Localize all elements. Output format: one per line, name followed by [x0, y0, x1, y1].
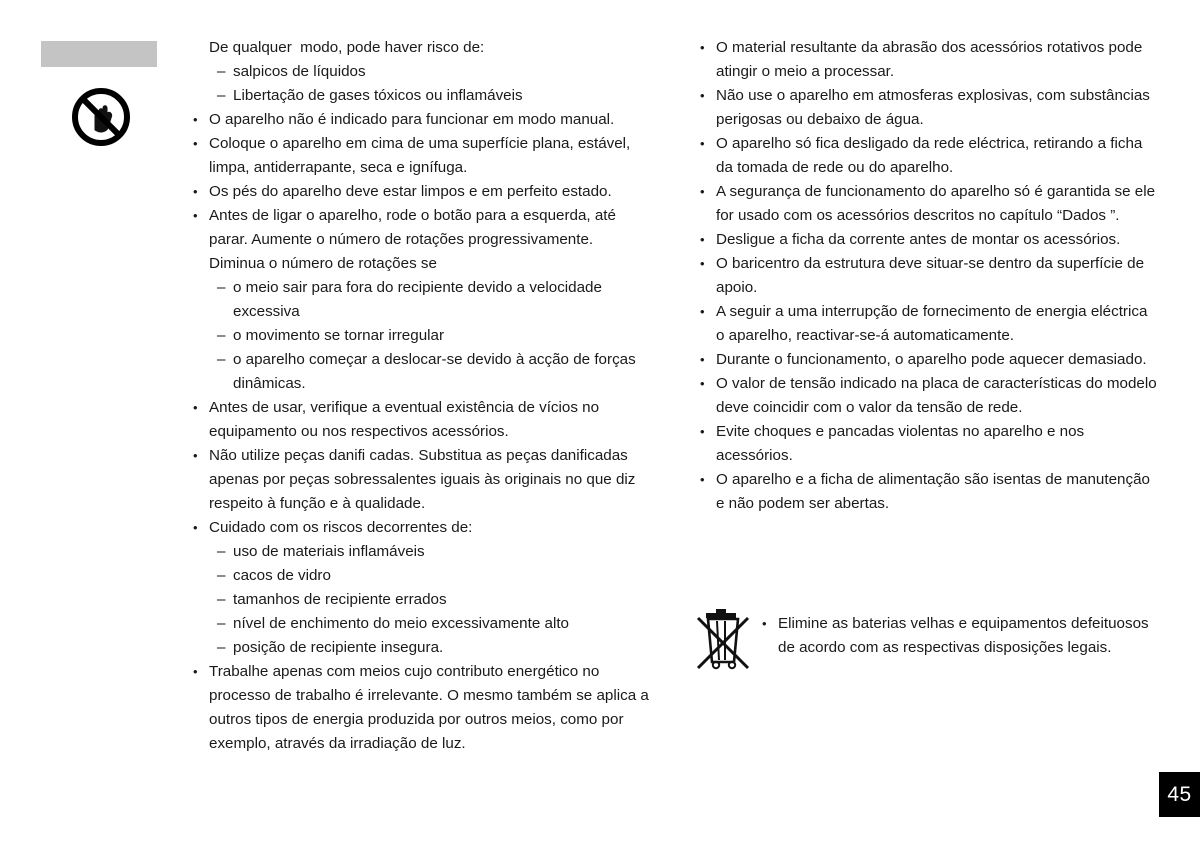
- list-item: [698, 300, 1160, 348]
- left-text-column: [191, 36, 653, 756]
- page-number-badge: 45: [1159, 772, 1200, 817]
- list-item-text: • O material resultante da abrasão dos acessórios rotativos pode atingir o meio a processar.: [716, 39, 1147, 80]
- sub-list-item: – Libertação de gases tóxicos ou inflamáveis: [217, 84, 653, 108]
- sub-list: [209, 276, 653, 396]
- list-item-text: • Não utilize peças danifi cadas. Substitua as peças danificadas apenas por peças sobressalentes iguais às originais no que diz respeito à função e à qualidade.: [209, 447, 640, 512]
- right-text-column: [698, 36, 1160, 516]
- crossed-out-wheelie-bin-icon: [694, 606, 752, 672]
- right-column-list: [698, 36, 1160, 516]
- left-column-list: [191, 36, 653, 756]
- list-item-text: • O valor de tensão indicado na placa de características do modelo deve coincidir com o valor da tensão de rede.: [716, 375, 1161, 416]
- no-hand-prohibition-icon: [70, 86, 132, 148]
- list-item: [191, 516, 653, 660]
- list-item: [191, 36, 653, 108]
- list-item-text: • Durante o funcionamento, o aparelho pode aquecer demasiado.: [716, 351, 1147, 368]
- list-item: [698, 252, 1160, 300]
- list-item-text: • Evite choques e pancadas violentas no aparelho e nos acessórios.: [716, 423, 1089, 464]
- list-item-text: • O aparelho e a ficha de alimentação são isentas de manutenção e não podem ser abertas.: [716, 471, 1155, 512]
- chapter-tab-marker: [41, 41, 157, 67]
- list-item: [698, 228, 1160, 252]
- list-item: [698, 36, 1160, 84]
- sub-list-item: – o aparelho começar a deslocar-se devido à acção de forças dinâmicas.: [217, 348, 653, 396]
- list-item: [191, 444, 653, 516]
- list-item-text: • O aparelho só fica desligado da rede eléctrica, retirando a ficha da tomada de rede ou do aparelho.: [716, 135, 1147, 176]
- list-item: [191, 396, 653, 444]
- list-item-text: • Os pés do aparelho deve estar limpos e em perfeito estado.: [209, 183, 612, 200]
- list-item-text: De qualquer modo, pode haver risco de:: [209, 39, 485, 56]
- list-item: [698, 468, 1160, 516]
- list-item: [191, 108, 653, 132]
- sub-list-item: – uso de materiais inflamáveis: [217, 540, 653, 564]
- sub-list: [209, 540, 653, 660]
- list-item: [698, 420, 1160, 468]
- list-item-text: • Antes de usar, verifique a eventual existência de vícios no equipamento ou nos respectivos acessórios.: [209, 399, 604, 440]
- list-item: [191, 204, 653, 396]
- list-item: [698, 180, 1160, 228]
- list-item: [698, 372, 1160, 420]
- list-item-text: • A segurança de funcionamento do aparelho só é garantida se ele for usado com os acessórios descritos no capítulo “Dados ”.: [716, 183, 1160, 224]
- sub-list-item: – salpicos de líquidos: [217, 60, 653, 84]
- disposal-note: [694, 606, 1164, 672]
- sub-list-item: – posição de recipiente insegura.: [217, 636, 653, 660]
- disposal-note-text: • Elimine as baterias velhas e equipamentos defeituosos de acordo com as respectivas disposições legais.: [760, 612, 1164, 660]
- list-item: [191, 132, 653, 180]
- list-item: [191, 180, 653, 204]
- list-item: [698, 132, 1160, 180]
- list-item-text: • Cuidado com os riscos decorrentes de:: [209, 519, 473, 536]
- sub-list-item: – tamanhos de recipiente errados: [217, 588, 653, 612]
- sub-list-item: – o movimento se tornar irregular: [217, 324, 653, 348]
- list-item-text: • O aparelho não é indicado para funcionar em modo manual.: [209, 111, 615, 128]
- sub-list-item: – nível de enchimento do meio excessivamente alto: [217, 612, 653, 636]
- list-item-text: • Antes de ligar o aparelho, rode o botão para a esquerda, até parar. Aumente o número de rotações progressivamente. Diminua o número de rotações se: [209, 207, 621, 272]
- list-item-text: • Trabalhe apenas com meios cujo contributo energético no processo de trabalho é irrelevante. O mesmo também se aplica a outros tipos de energia produzida por outros meios, como por exemplo, através da irradiação de luz.: [209, 663, 654, 752]
- list-item-text: • A seguir a uma interrupção de fornecimento de energia eléctrica o aparelho, reactivar-se-á automaticamente.: [716, 303, 1152, 344]
- list-item: [698, 348, 1160, 372]
- sub-list-item: – cacos de vidro: [217, 564, 653, 588]
- list-item-text: • O baricentro da estrutura deve situar-se dentro da superfície de apoio.: [716, 255, 1149, 296]
- list-item: [698, 84, 1160, 132]
- list-item: [191, 660, 653, 756]
- list-item-text: • Coloque o aparelho em cima de uma superfície plana, estável, limpa, antiderrapante, seca e ignífuga.: [209, 135, 635, 176]
- sub-list: [209, 60, 653, 108]
- list-item-text: • Não use o aparelho em atmosferas explosivas, com substâncias perigosas ou debaixo de água.: [716, 87, 1155, 128]
- list-item-text: • Desligue a ficha da corrente antes de montar os acessórios.: [716, 231, 1121, 248]
- sub-list-item: – o meio sair para fora do recipiente devido a velocidade excessiva: [217, 276, 653, 324]
